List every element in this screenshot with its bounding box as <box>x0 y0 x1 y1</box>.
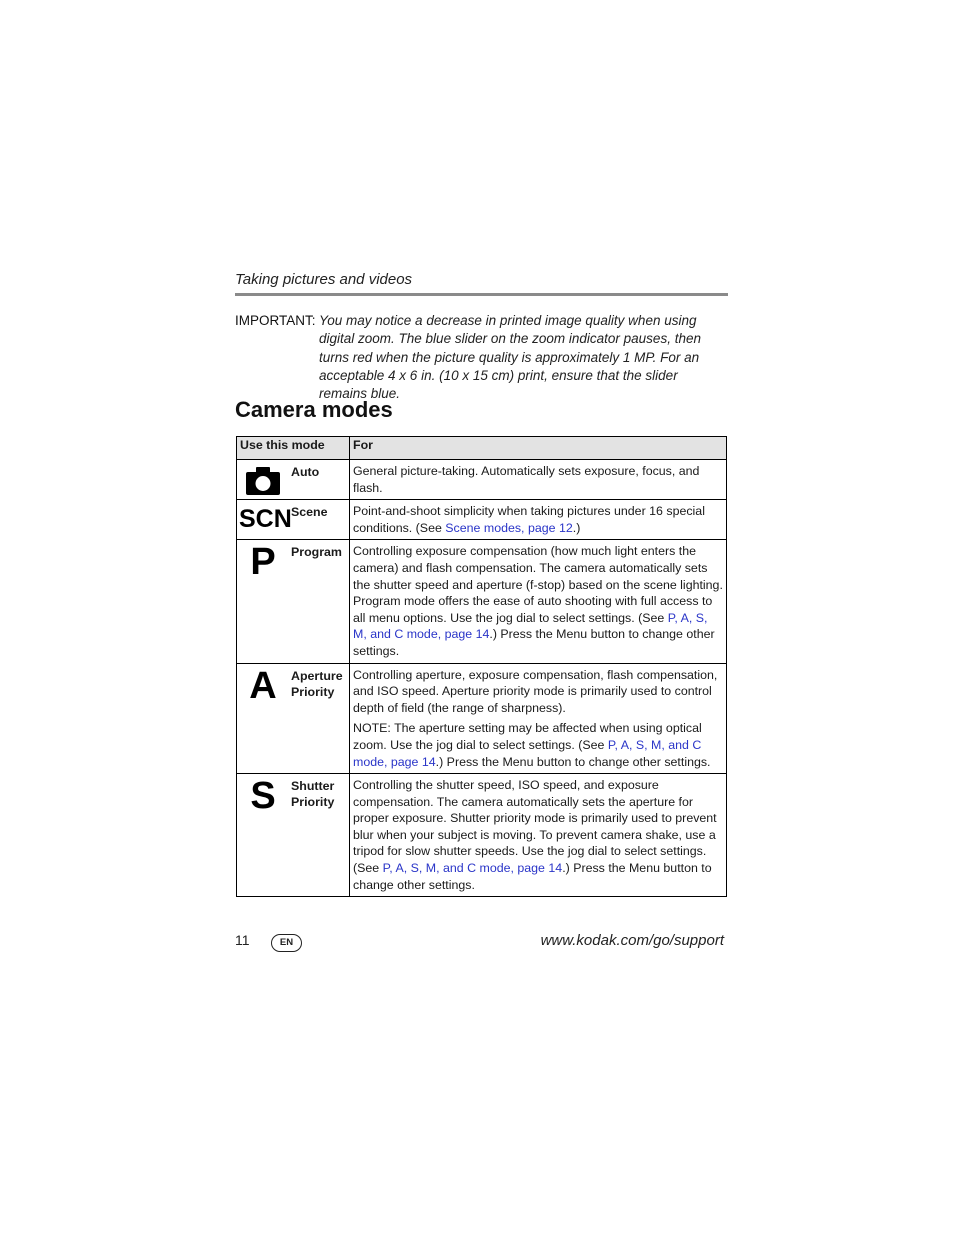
desc-text-post: .) Press the Menu button to change other settings. <box>353 627 715 658</box>
camera-icon <box>240 466 286 501</box>
mode-name-scene: Scene <box>291 505 328 520</box>
desc-text-post: .) Press the Menu button to change other settings. <box>353 861 712 892</box>
desc-text <box>353 503 723 536</box>
mode-name-line2: Priority <box>291 684 335 699</box>
mode-desc-aperture <box>350 663 727 774</box>
header-rule <box>235 293 728 296</box>
program-p-icon-text: P <box>250 541 276 584</box>
note-text-pre: NOTE: The aperture setting may be affected when using optical zoom. Use the jog dial to select settings. (See <box>353 721 702 752</box>
important-text: You may notice a decrease in printed image quality when using digital zoom. The blue slider on the zoom indicator pauses, then turns red when the picture quality is approximately 1 MP. For an acceptable 4 x 6 in. (10 x 15 cm) print, ensure that the slider remains blue. <box>319 313 701 402</box>
aperture-a-icon <box>240 666 286 706</box>
pasmc-mode-link[interactable]: P, A, S, M, and C mode, page 14 <box>353 610 708 642</box>
desc-text-post: .) <box>572 520 581 535</box>
mode-name-line1: Aperture <box>291 668 343 683</box>
note-text-post: .) Press the Menu button to change other settings. <box>435 754 711 769</box>
mode-desc-auto <box>350 460 727 500</box>
desc-text-pre: Controlling the shutter speed, ISO speed, and exposure compensation. The camera automatically sets the aperture for proper exposure. Shutter priority mode is primarily used to prevent blur when your subject is moving. To prevent camera shake, use a tripod for slow shutter speeds. Use the jog dial to select settings. (See <box>353 778 717 876</box>
program-p-icon <box>240 542 286 582</box>
mode-name-line2: Priority <box>291 795 335 810</box>
language-badge: EN <box>271 934 302 952</box>
table-row <box>237 500 727 540</box>
mode-name-line1: Shutter <box>291 779 335 794</box>
support-url[interactable]: www.kodak.com/go/support <box>540 932 724 949</box>
mode-name-shutter <box>291 778 334 810</box>
desc-text-pre: Point-and-shoot simplicity when taking pictures under 16 special conditions. (See <box>353 504 705 535</box>
table-header-row <box>237 437 727 460</box>
col-header-for: For <box>350 437 727 460</box>
aperture-a-icon-text: A <box>249 664 277 707</box>
page-header-title: Taking pictures and videos <box>235 271 413 288</box>
col-header-mode: Use this mode <box>237 437 350 460</box>
desc-text <box>353 543 723 659</box>
desc-text: General picture-taking. Automatically sets exposure, focus, and flash. <box>353 464 700 495</box>
desc-text-pre: Controlling exposure compensation (how much light enters the camera) and flash compensation. The camera automatically sets the shutter speed and aperture (f-stop) based on the scene lighting. Program mode offers the ease of auto shooting with full access to all menu options. Use the jog dial to select settings. (See <box>353 544 723 625</box>
table-row <box>237 460 727 500</box>
table-row <box>237 663 727 774</box>
pasmc-mode-link[interactable]: P, A, S, M, and C mode, page 14 <box>353 737 702 769</box>
note-text <box>353 720 723 770</box>
shutter-s-icon-text: S <box>250 775 276 818</box>
desc-text: Controlling aperture, exposure compensation, flash compensation, and ISO speed. Aperture priority mode is primarily used to control depth of field (the range of sharpness). <box>353 667 718 715</box>
shutter-s-icon <box>240 776 286 816</box>
scene-modes-link[interactable]: Scene modes, page 12 <box>445 520 573 535</box>
mode-desc-program <box>350 540 727 663</box>
mode-cell-aperture <box>237 663 350 774</box>
mode-name-program: Program <box>291 545 342 560</box>
mode-desc-scene <box>350 500 727 540</box>
scn-icon-text: SCN <box>239 505 292 534</box>
mode-cell-scene <box>237 500 350 540</box>
mode-cell-program <box>237 540 350 663</box>
mode-cell-shutter <box>237 774 350 897</box>
section-title: Camera modes <box>235 397 393 422</box>
desc-text <box>353 777 723 893</box>
mode-name-aperture <box>291 668 343 700</box>
mode-name-auto: Auto <box>291 465 320 479</box>
table-row <box>237 540 727 663</box>
table-row <box>237 774 727 897</box>
mode-cell-auto <box>237 460 350 500</box>
important-label: IMPORTANT: <box>235 313 316 328</box>
scn-icon <box>239 504 292 534</box>
camera-modes-table <box>236 436 727 897</box>
mode-desc-shutter <box>350 774 727 897</box>
pasmc-mode-link[interactable]: P, A, S, M, and C mode, page 14 <box>382 861 563 876</box>
page-number: 11 <box>235 932 250 948</box>
